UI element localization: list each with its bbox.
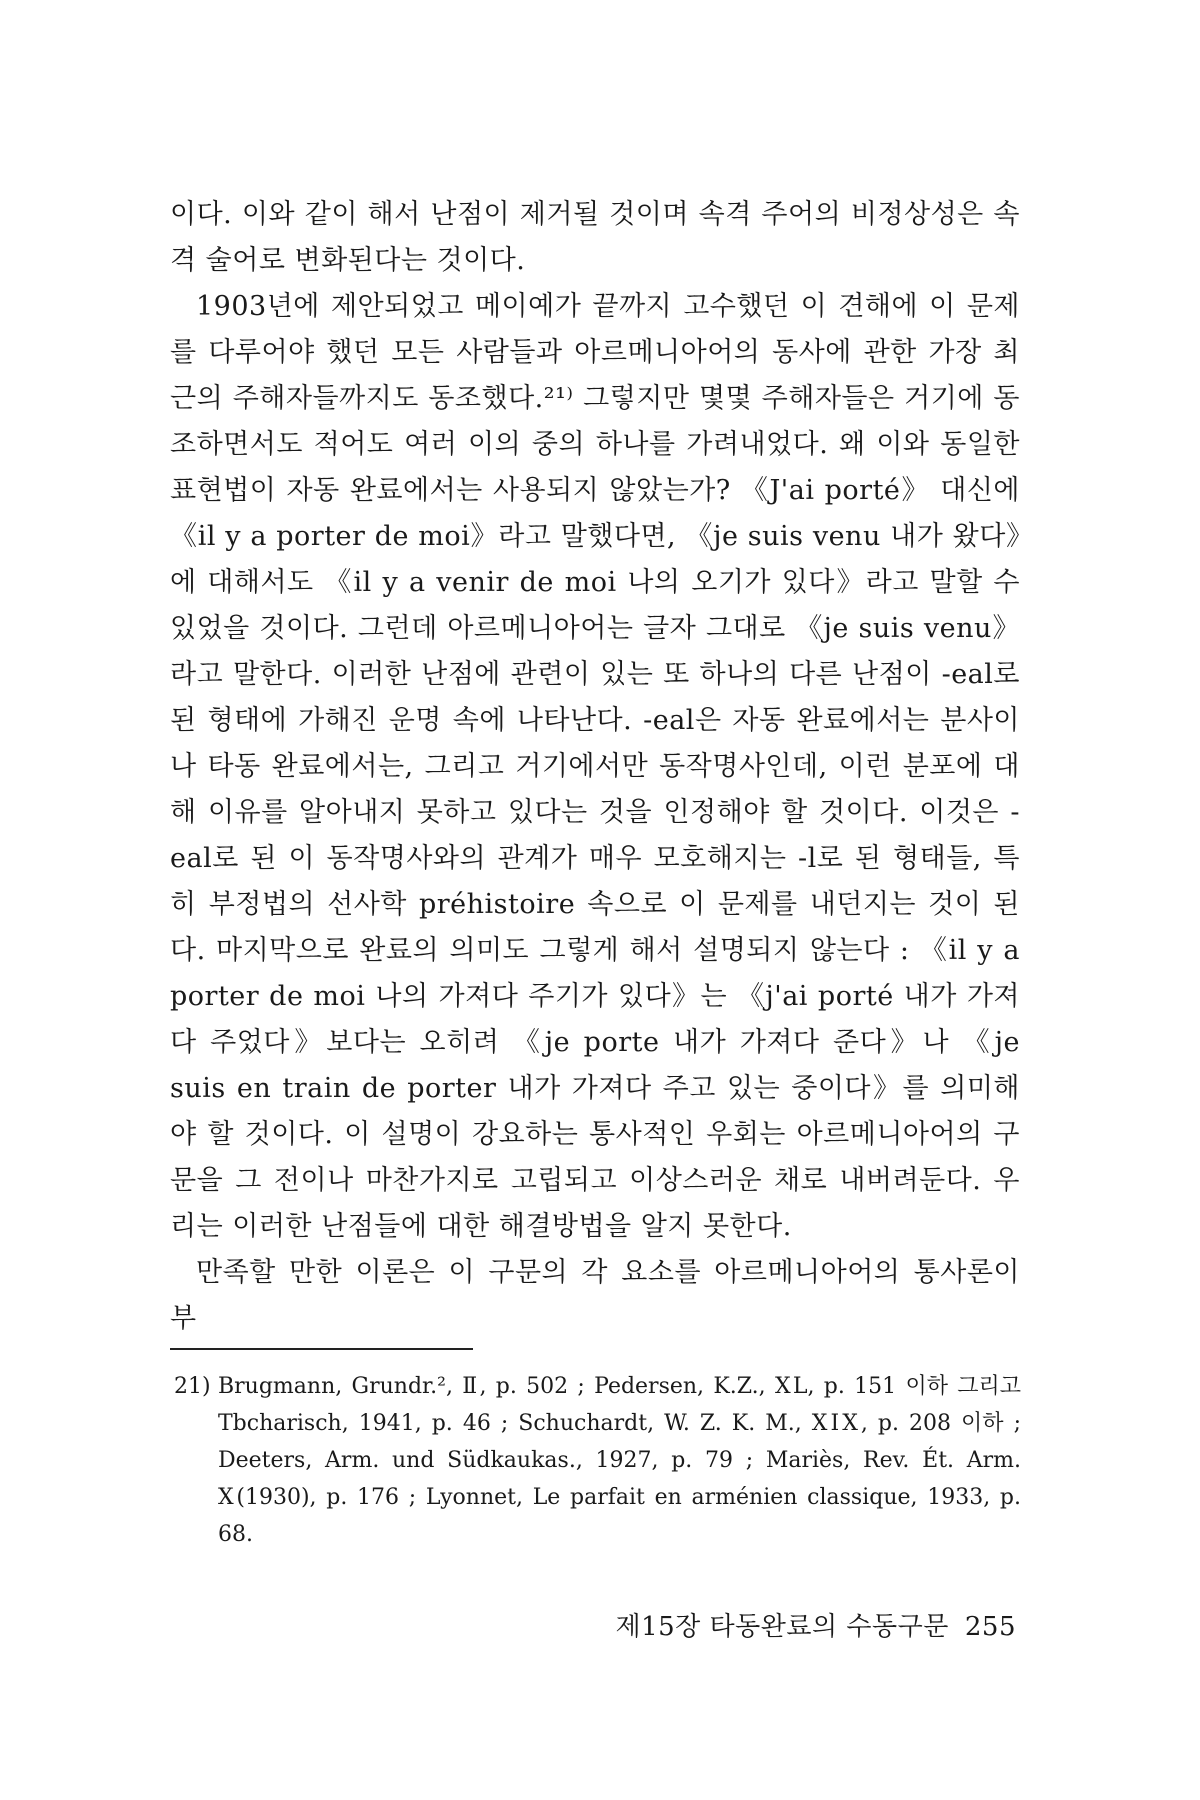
chapter-title: 제15장 타동완료의 수동구문 [615,1612,949,1642]
page-number: 255 [964,1612,1016,1642]
paragraph-2: 1903년에 제안되었고 메이예가 끝까지 고수했던 이 견해에 이 문제를 다루어야 했던 모든 사람들과 아르메니아어의 동사에 관한 가장 최근의 주해자들까지도 동조했다.²¹⁾ 그렇지만 몇몇 주해자들은 거기에 동조하면서도 적어도 여러 이의 중의 하나를 가려내었다. 왜 이와 동일한 표현법이 자동 완료에서는 사용되지 않았는가? 《J'ai porté》 대신에 《il y a porter de moi》라고 말했다면, 《je suis venu 내가 왔다》에 대해서도 《il y a venir de moi 나의 오기가 있다》라고 말할 수 있었을 것이다. 그런데 아르메니아어는 글자 그대로 《je suis venu》라고 말한다. 이러한 난점에 관련이 있는 또 하나의 다른 난점이 -eal로 된 형태에 가해진 운명 속에 나타난다. -eal은 자동 완료에서는 분사이나 타동 완료에서는, 그리고 거기에서만 동작명사인데, 이런 분포에 대해 이유를 알아내지 못하고 있다는 것을 인정해야 할 것이다. 이것은 -eal로 된 이 동작명사와의 관계가 매우 모호해지는 -l로 된 형태들, 특히 부정법의 선사학 préhistoire 속으로 이 문제를 내던지는 것이 된다. 마지막으로 완료의 의미도 그렇게 해서 설명되지 않는다 : 《il y a porter de moi 나의 가져다 주기가 있다》는 《j'ai porté 내가 가져다 주었다》보다는 오히려 《je porte 내가 가져다 준다》나 《je suis en train de porter 내가 가져다 주고 있는 중이다》를 의미해야 할 것이다. 이 설명이 강요하는 통사적인 우회는 아르메니아어의 구문을 그 전이나 마찬가지로 고립되고 이상스러운 채로 내버려둔다. 우리는 이러한 난점들에 대한 해결방법을 알지 못한다. [170,291,1020,1242]
footnote-divider [170,1348,473,1350]
main-text [170,192,1020,1342]
paragraph-3: 만족할 만한 이론은 이 구문의 각 요소를 아르메니아어의 통사론이 부 [170,1257,1020,1334]
running-footer [586,1606,1016,1643]
paragraph-1: 이다. 이와 같이 해서 난점이 제거될 것이며 속격 주어의 비정상성은 속격 술어로 변화된다는 것이다. [170,199,1020,276]
footnote-section [174,1368,1021,1553]
footnote-number: 21) [174,1374,211,1399]
footnote-text: Brugmann, Grundr.², Ⅱ, p. 502 ; Pedersen, K.Z., ⅩL, p. 151 이하 그리고 Tbcharisch, 1941, p. 46 ; Schuchardt, W. Z. K. M., ⅩIⅩ, p. 208 이하 ; Deeters, Arm. und Südkaukas., 1927, p. 79 ; Mariès, Rev. Ét. Arm. Ⅹ(1930), p. 176 ; Lyonnet, Le parfait en arménien classique, 1933, p. 68. [218,1374,1021,1547]
